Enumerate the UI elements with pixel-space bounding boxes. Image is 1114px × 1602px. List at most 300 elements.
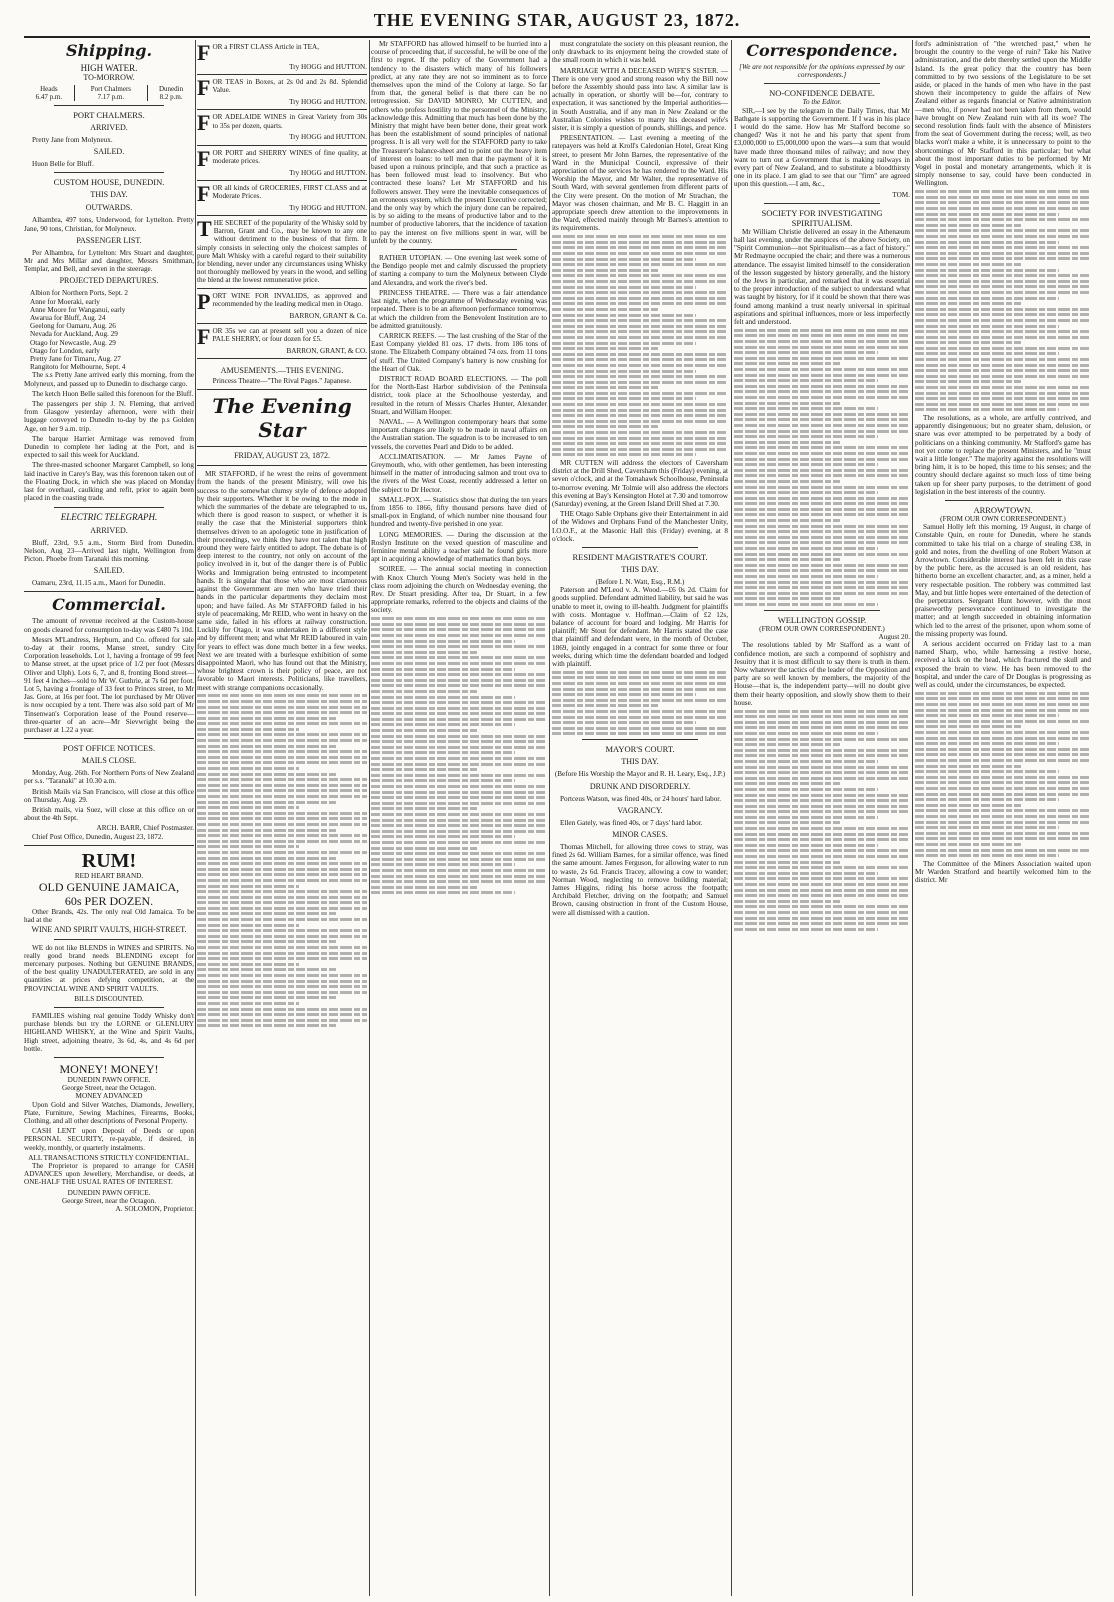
text-line [197,773,336,776]
text-line [915,843,1021,846]
text-line [734,553,910,556]
ncd-heading: NO-CONFIDENCE DEBATE. [769,88,875,99]
post-text: British Mails via San Francisco, will close at this office on Thursday, Aug. 29. [24,787,194,804]
advertisement [197,40,367,75]
text-line [371,852,547,855]
drop-cap: F [197,323,211,349]
text-line [371,796,547,799]
mails-close-label: MAILS CLOSE. [81,756,137,766]
column-3 [371,40,547,1596]
text-line [197,823,367,826]
text-line [915,703,1091,706]
bills-label: BILLS DISCOUNTED. [74,994,144,1003]
text-line [734,407,878,410]
text-line [552,431,728,434]
text-line [915,297,1059,300]
ad-signature: Try HOGG and HUTTON. [289,203,367,212]
news-item [552,134,728,232]
text-line [197,801,336,804]
text-line [915,397,1091,400]
text-line [371,634,547,637]
article-continuation [734,710,910,931]
text-line [915,380,1021,383]
separator: — [445,452,471,461]
news-item [371,375,547,416]
gossip-continuation: ford's administration of "the wretched past," when he brought the country to the verge of ruin? Take his Native administration, and the debt thereby settled upon the Middle Island. Is the great policy that the country has been committed to by two sessions of the Legislature to be set aside, or placed in the hands of men who have in the past shown their incompetency to guide the affairs of New Zealand either as regards financial or Native administration—men who, if power had not been taken from them, would have brought on New Zealand ruin with all its woe? The second resolution finds fault with the absence of Ministers from the seat of Government during the recess; well, as two blacks won't make a white, it is unnecessary to point to the shortcomings of Mr Stafford in this particular; but what about the most important duties to be performed by Mr Vogel in postal and monetary arrangements, which it is simply nonsense to say, could have been conducted in Wellington. [915,40,1091,188]
text-line [197,940,336,943]
telegraph-heading: ELECTRIC TELEGRAPH. [60,511,158,522]
minor-label: MINOR CASES. [612,830,668,840]
arrived-text: Pretty Jane from Molyneux. [32,136,113,144]
pawn-text: Upon Gold and Silver Watches, Diamonds, Jewellery, Plate, Furniture, Sewing Machines, Firearms, Books, Clothing, and all other descriptions of Personal Property. [24,1100,194,1126]
news-item-heading: DISTRICT ROAD BOARD ELECTIONS. [379,374,508,383]
text-line [915,246,1091,249]
minor-text: Thomas Mitchell, for allowing three cows to stray, was fined 2s 6d. William Barnes, for a similar offence, was fined the same amount. James Ferguson, for allowing water to run to waste, 2s 6d. Francis Tracey, allowing a cow to wander; Norman Wood, neglecting to remove building material; James Higgins, riding his horse across the footpath; Archibald Fletcher, driving on the footpath; and Samuel Brown, causing obstruction in front of the Custom House, were all dismissed with a caution. [552,843,728,917]
text-line [734,474,910,477]
text-line [915,742,1059,745]
separator: — [405,565,421,574]
text-line [371,679,547,682]
text-line [197,924,299,927]
text-line [371,751,515,754]
text-line [197,806,299,809]
text-line [734,771,910,774]
text-line [552,252,728,255]
text-line [734,402,840,405]
news-item-heading: SOIREE. [379,565,406,574]
tide-place: Port Chalmers [90,85,132,93]
text-line [734,715,910,718]
shipping-news: The s.s Pretty Jane arrived early this morning, from the Molyneux, and passed up to Dunedin to discharge cargo. [24,371,194,388]
text-line [552,358,728,361]
shipping-news: The barque Harriet Armitage was removed from Dunedin to complete her lading at the Port, and is expected to sail this week for Auckland. [24,434,194,460]
text-line [552,330,728,333]
text-line [734,777,910,780]
outwards-label: OUTWARDS. [85,203,133,213]
vagrancy-label: VAGRANCY. [617,805,663,815]
text-line [552,727,728,730]
text-line [197,980,367,983]
tide-cell [148,85,194,101]
text-line [371,891,515,894]
drop-cap: F [197,180,211,206]
ad-text: HE SECRET of the popularity of the Whisky sold by Barron, Grant and Co., may be known to any one without detriment to the business of that firm. It simply consists in selecting only the choicest samples of pure Malt Whisky with a careful regard to their suitability for blending, never under any circumstances using Whisky not thoroughly mellowed by years in the wood, and selling the blend at the lowest remunerative price. [197,219,367,285]
news-item-text: The annual social meeting in connection with Knox Church Young Men's Society was held in the class room adjoining the church on Wednesday evening, the Rev. Dr Stuart presiding. After tea, Dr Stuart, in a few appropriate remarks, referred to the objects and claims of the society. [371,565,547,615]
text-line [371,701,547,704]
text-line [552,308,658,311]
text-line [552,246,728,249]
text-line [371,617,547,620]
divider [54,172,164,173]
divider [197,465,367,466]
text-line [915,196,1091,199]
text-line [734,889,910,892]
text-line [915,798,1059,801]
text-line [734,379,878,382]
text-line [915,826,1059,829]
dateline: FRIDAY, AUGUST 23, 1872. [234,451,330,461]
text-line [734,502,910,505]
text-line [915,849,1091,852]
text-line [734,603,878,606]
text-line [552,676,728,679]
arrived-label: ARRIVED. [90,123,128,132]
news-item [371,531,547,564]
advertisement [197,216,367,289]
text-line [197,733,367,736]
shipping-heading: Shipping. [65,41,153,60]
divider [24,591,194,592]
post-date: Chief Post Office, Dunedin, August 23, 1872. [32,832,164,841]
text-line [734,441,840,444]
drop-cap: F [197,145,211,171]
advertisement [197,110,367,145]
text-line [552,269,658,272]
text-line [197,968,336,971]
text-line [915,347,1091,350]
text-line [734,900,840,903]
text-line [371,880,547,883]
text-line [552,693,696,696]
text-line [734,547,878,550]
news-item-text: The poll for the North-East Harbor subdivision of the Peninsula district, took place at the Schoolhouse yesterday, and resulted in the return of Messrs Charles Hunter, Alexander Stuart, and William Hooper. [371,374,547,416]
text-line [915,770,1059,773]
text-line [915,832,1091,835]
text-line [197,901,367,904]
text-line [734,446,910,449]
text-line [197,929,367,932]
text-line [734,827,910,830]
text-line [915,821,1091,824]
text-line [734,564,910,567]
text-line [734,458,910,461]
text-line [371,718,547,721]
soiree-continuation: must congratulate the society on this pleasant reunion, the only drawback to its enjoyment being the crowded state of the small room in which it was held. [552,40,728,65]
ad-text: ORT WINE FOR INVALIDS, as approved and recommended by the leading medical men in Otago. [212,291,367,308]
text-line [734,497,910,500]
article-continuation [915,692,1091,857]
gossip-from: (FROM OUR OWN CORRESPONDENT.) [759,624,885,633]
text-line [734,334,910,337]
ad-signature: Try HOGG and HUTTON. [289,98,367,107]
text-line [197,851,367,854]
text-line [552,241,728,244]
text-line [197,873,367,876]
sailed-text: Huon Belle for Bluff. [32,160,94,169]
text-line [734,754,910,757]
passenger-text: Per Alhambra, for Lyttelton: Mrs Stuart and daughter, Mr and Mrs Millar and daughter, Messrs Smithman, Templar, and Bell, and seven in the steerage. [24,248,194,274]
text-line [915,854,1059,857]
text-line [371,847,477,850]
text-line [552,688,728,691]
news-items [552,67,728,233]
text-line [915,765,1021,768]
text-line [197,1013,367,1016]
departure-item: Anne Moore for Wanganui, early [30,305,126,314]
text-line [552,258,696,261]
text-line [197,694,367,697]
vaults-label: WINE AND SPIRIT VAULTS, HIGH-STREET. [31,925,187,935]
news-item-text: Mr James Payne of Greymouth, who, with other gentlemen, has been interesting himself in the matter of introducing salmon and trout ova to the rivers of the West Coast, recently addressed a letter on the subject to Dr Hector. [371,452,547,494]
text-line [734,581,910,584]
text-line [552,381,728,384]
text-line [734,805,910,808]
text-line [552,319,728,322]
text-line [734,597,840,600]
news-item [371,453,547,494]
text-line [915,308,1091,311]
text-line [915,330,1091,333]
rm-court-heading: RESIDENT MAGISTRATE'S COURT. [572,552,708,563]
text-line [552,448,728,451]
text-line [371,863,515,866]
text-line [915,364,1091,367]
divider [764,83,880,84]
leader-continuation: Mr STAFFORD has allowed himself to be hurried into a course of proceeding that, if successful, he will be one of the first to regret. If the policy of the Government had a tendency to the disasters which many of his followers predict, at any rate they are not so imminent as to force themselves upon the mind of the Colony at large. So far from that, the general belief is that there can be no retrogression. Sir DAVID MONRO, Mr CUTTEN, and others who profess hostility to the personnel of the Ministry, acknowledge this. Admitting that much has been done by the Ministry that might have been better done, their great work has been the establishment of sound principles of national progress. It is all very well for the STAFFORD party to take the Treasurer's balance-sheet and to point out the heavy item of interest on loans: to tell men that the payment of it is based upon a ruinous principle, and that such a practice as has been followed must lead to insolvency. But who contracted these loans? Let Mr STAFFORD and his followers answer. They were the inevitable consequences of an erroneous system, which the present Executive corrected; and the only way by which the injury done can be repaired, is by so aiding to the means of productive labor and to the number of productive laborers, that the incidence of taxation to pay the interest on five millions spent in war, will be unfelt by the country. [371,40,547,245]
text-line [552,386,658,389]
text-line [734,424,910,427]
text-line [371,740,547,743]
ad-signature: BARRON, GRANT & Co. [289,311,367,320]
divider [197,389,367,390]
text-line [915,291,1091,294]
text-line [552,314,696,317]
text-line [552,425,658,428]
cutten-notice: MR CUTTEN will address the electors of Caversham district at the Drill Shed, Caversham this (Friday) evening, at seven o'clock, and at the Tomahawk Schoolhouse, Peninsula to-morrow evening. Mr Tolmie will also address the electors this evening at Bay's Kensington Hotel at 7.30 and tomorrow (Saturday) evening, at the Green Island Drill Shed at 7.30. [552,459,728,509]
text-line [915,319,1091,322]
advertisements [197,40,367,359]
text-line [915,804,1021,807]
high-water-heading: HIGH WATER. [80,63,138,73]
rum-heading: RUM! [81,849,137,872]
text-line [734,541,910,544]
text-line [197,868,367,871]
tel-sailed-text: Oamaru, 23rd, 11.15 a.m., Maori for Dunedin. [32,579,166,588]
article-continuation [552,235,728,456]
text-line [197,756,367,759]
text-line [915,352,1059,355]
blends-ad: WE do not like BLENDS in WINES and SPIRITS. No really good brand needs BLENDING except for mercenary purposes. Nothing but GENUINE BRANDS, of the best quality UNADULTERATED, are sold in any quantities at prices defying competition, at the PROVINCIAL WINE AND SPIRIT VAULTS. [24,943,194,993]
text-line [734,732,878,735]
departure-item: Geelong for Oamaru, Aug. 26 [30,322,116,331]
text-line [371,824,547,827]
text-line [552,442,728,445]
text-line [915,313,1091,316]
gossip-date: August 20. [878,633,910,642]
text-line [552,710,728,713]
text-line [734,575,878,578]
text-line [734,810,910,813]
text-line [197,862,367,865]
text-line [734,413,910,416]
text-line [552,353,728,356]
article-continuation [734,329,910,606]
departure-item: Awarua for Bluff, Aug. 24 [30,314,106,323]
text-line [552,397,696,400]
advertisement [197,75,367,110]
customs-heading: CUSTOM HOUSE, DUNEDIN. [53,177,165,188]
column-divider [369,40,370,1596]
text-line [371,668,515,671]
text-line [734,491,878,494]
text-line [371,802,547,805]
text-line [734,385,910,388]
text-line [915,720,1091,723]
text-line [915,753,1091,756]
divider [54,105,164,106]
text-line [734,519,840,522]
text-line [734,766,910,769]
text-line [371,729,477,732]
text-line [197,885,299,888]
text-line [371,835,515,838]
divider [54,1057,164,1058]
divider [197,446,367,447]
text-line [734,486,910,489]
text-line [197,722,367,725]
divider [764,610,880,611]
separator: — [718,66,728,75]
separator: — [404,417,417,426]
news-item [552,67,728,133]
post-office-heading: POST OFFICE NOTICES. [62,743,156,754]
text-line [915,815,1091,818]
text-line [371,640,515,643]
gossip-continuation: The resolutions, as a whole, are artfully contrived, and apparently disingenuous; but no greater sham, delusion, or snare was ever attempted to be perpetrated by a body of politicians on a thinking community. Mr Stafford's game has not yet come to replace the present Ministers, and he "must wait a little longer." The majority against the resolutions will bring him, it is to be hoped, this time to his senses; and the country should declare against so much loss of time being taken up for sheer party purposes, to the detriment of good legislation in the best interests of the country. [915,414,1091,496]
news-item-heading: ACCLIMATISATION. [379,452,446,461]
drop-cap: F [197,75,211,101]
text-line [915,748,1091,751]
text-line [915,392,1091,395]
text-line [734,368,910,371]
divider [582,739,698,740]
post-signature: ARCH. BARR, Chief Postmaster. [96,824,194,833]
text-line [371,696,515,699]
tel-arrived-label: ARRIVED. [90,525,128,535]
text-line [197,778,367,781]
text-line [915,369,1091,372]
text-line [734,508,910,511]
confidential-label: ALL TRANSACTIONS STRICTLY CONFIDENTIAL. [28,1153,190,1162]
news-item [371,254,547,287]
text-line [734,536,910,539]
text-line [371,869,547,872]
text-line [371,830,547,833]
text-line [915,336,1091,339]
text-line [734,849,910,852]
text-line [915,709,1091,712]
text-line [552,453,696,456]
text-line [552,336,728,339]
text-line [915,759,1091,762]
text-line [552,274,728,277]
text-line [197,1019,367,1022]
text-line [734,760,878,763]
text-line [734,418,910,421]
column-6 [915,40,1091,1596]
ad-text: OR all kinds of GROCERIES, FIRST CLASS and at Moderate Prices. [212,183,367,201]
text-line [915,274,1091,277]
ad-signature: Try HOGG and HUTTON. [289,133,367,142]
text-line [371,662,547,665]
text-line [552,291,728,294]
text-line [552,704,658,707]
news-item-heading: NAVAL. [379,417,405,426]
divider [401,249,517,250]
tide-time: 7.17 p.m. [97,93,125,101]
departure-item: Rangitoto for Melbourne, Sept. 4 [30,363,126,372]
text-line [734,928,878,931]
text-line [734,390,910,393]
divider [764,203,880,204]
text-line [734,821,840,824]
arrowtown-text: The Committee of the Miners Association waited upon Mr Warden Stratford and heartily welcomed him to the district. Mr [915,859,1091,885]
tel-arrived-text: Bluff, 23rd, 9.5 a.m., Storm Bird from Dunedin. Nelson, Aug 23—Arrived last night, Wellington from Picton. Phoebe from Taranaki this morning. [24,538,194,563]
text-line [915,781,1091,784]
this-day-label: THIS DAY. [90,190,128,200]
text-line [197,795,367,798]
ad-text: OR a FIRST CLASS Article in TEA, [212,43,320,51]
text-line [552,732,728,735]
text-line [197,840,367,843]
text-line [734,855,910,858]
rum-brands: Other Brands, 42s. The only real Old Jamaica. To be had at the [24,907,194,925]
rm-text: Paterson and M'Leod v. A. Wood.—£6 0s 2d. Claim for goods supplied. Defendant admitted liability, but said he was unable to meet it, owing to ill-health. Judgment for plaintiffs with costs. Montague v. Hoffman.—Claim of £2 12s, balance of account for board and lodging. Mr Harris for plaintiff; Mr Stout for defendant. Mr Harris stated the case that plaintiff and defendant were, in the month of October, 1869, jointly engaged in a contract for some three or four weeks, during which time the defendant boarded and lodged with plaintiff. [552,586,728,669]
news-item-heading: RATHER UTOPIAN. [379,254,443,263]
text-line [734,833,910,836]
divider [24,738,194,739]
text-line [734,861,840,864]
rum-price: 60s PER DOZEN. [64,893,154,908]
text-line [552,375,728,378]
departure-item: Albion for Northern Ports, Sept. 2 [30,289,129,298]
text-line [915,235,1091,238]
society-heading: SOCIETY FOR INVESTIGATING SPIRITUALISM. [761,207,883,228]
text-line [915,257,1091,260]
text-line [734,844,878,847]
advanced-label: MONEY ADVANCED [75,1092,143,1101]
commercial-text: The amount of revenue received at the Custom-house on goods cleared for consumption to-day was £480 7s 10d. [24,617,194,634]
text-line [552,302,728,305]
text-line [734,738,910,741]
text-line [197,1008,367,1011]
text-line [552,364,728,367]
arrowtown-from: (FROM OUR OWN CORRESPONDENT.) [940,515,1066,524]
news-item-text: There is one very good and strong reason why the Bill now before the Assembly should pass into law. A similar law is actually in operation, or shortly will be—for, contrary to expectation, it was sanctioned by the Imperial authorities—in South Australia, and if any man in New Zealand or the Australian Colonies wishes to marry his deceased wife's sister, it is simply a question of pounds, shillings, and pence. [552,74,728,133]
divider [945,500,1061,501]
text-line [915,229,1091,232]
pawn2-heading: DUNEDIN PAWN OFFICE. [67,1188,151,1197]
text-line [197,728,299,731]
column-2 [197,40,367,1596]
divider [54,1007,164,1008]
text-line [197,812,367,815]
text-line [197,896,367,899]
text-line [197,767,299,770]
text-line [734,480,840,483]
column-divider [912,40,913,1596]
text-line [197,918,367,921]
news-item-text: Last evening a meeting of the ratepayers was held at Kroll's Caledonian Hotel, Great King street, to present Mr John Barnes, the representative of the Ward in the Municipal Council, expressive of their appreciation of the services he has rendered to the Ward. His Worship the Mayor, and Mr Walter, the representative of South Ward, with several gentlemen from different parts of the City were present. On the motion of Mr Strachan, the Mayor was chosen chairman, and Mr B. C. Haggitt in an appropriate speech drew attention to the improvements in the Ward, effected mainly through Mr Barnes's attention to its requirements. [552,134,728,233]
text-line [915,224,1021,227]
text-line [197,991,367,994]
text-line [915,280,1091,283]
outwards-text: Alhambra, 497 tons, Underwood, for Lyttelton. Pretty Jane, 90 tons, Christian, for Molyneux. [24,216,194,233]
text-line [552,392,728,395]
separator: — [421,495,433,504]
separator: — [613,134,630,143]
mc-before: (Before His Worship the Mayor and R. H. Leary, Esq., J.P.) [554,770,726,779]
